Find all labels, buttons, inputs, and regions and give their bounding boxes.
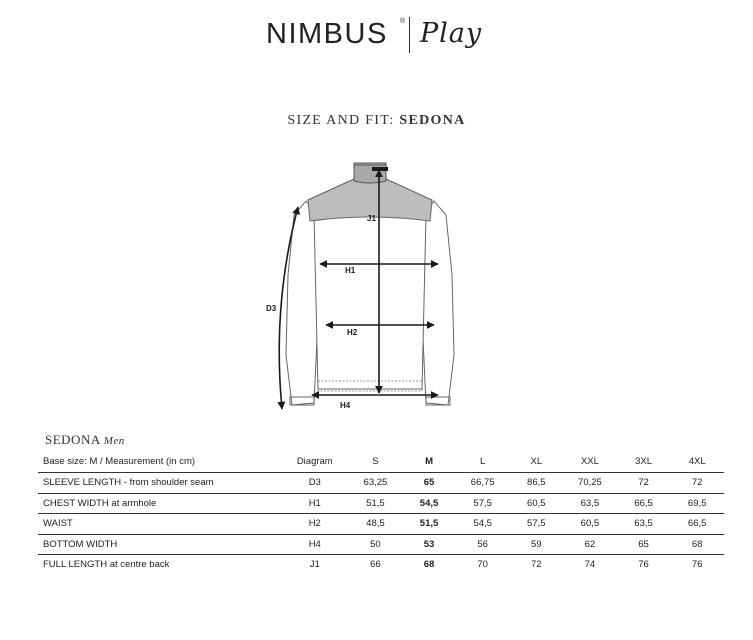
- row-value: 72: [670, 473, 724, 494]
- jacket-collar: [354, 163, 386, 183]
- table-row: [38, 493, 724, 514]
- row-label: SLEEVE LENGTH - from shoulder seam: [38, 473, 281, 494]
- row-value: 56: [456, 534, 510, 555]
- table-row: [38, 555, 724, 575]
- row-value: 57,5: [456, 493, 510, 514]
- row-value: 66,5: [617, 493, 671, 514]
- row-value: 72: [617, 473, 671, 494]
- header-base: Base size: M / Measurement (in cm): [38, 450, 281, 473]
- table-row: [38, 473, 724, 494]
- row-value-base: 68: [423, 559, 435, 571]
- row-value: 66: [370, 559, 381, 571]
- header-size: M: [402, 450, 456, 473]
- row-value-base: 65: [402, 473, 456, 494]
- row-value: 74: [584, 559, 596, 571]
- row-value-base: 51,5: [402, 514, 456, 535]
- row-diagram: H1: [281, 493, 349, 514]
- row-value: 63,5: [563, 493, 617, 514]
- size-table: [38, 450, 724, 575]
- jacket-diagram: [266, 155, 470, 415]
- brand-divider: [409, 17, 410, 53]
- row-value: 63,5: [617, 514, 671, 535]
- row-diagram: D3: [281, 473, 349, 494]
- row-value: 59: [510, 534, 564, 555]
- row-label: WAIST: [38, 514, 281, 535]
- product-name-text: SEDONA: [45, 432, 101, 447]
- row-value-base: 53: [402, 534, 456, 555]
- row-value: 69,5: [670, 493, 724, 514]
- label-j1: J1: [367, 214, 376, 223]
- row-value-base: 54,5: [402, 493, 456, 514]
- row-value: 68: [670, 534, 724, 555]
- row-diagram: H4: [281, 534, 349, 555]
- size-table-header: [38, 450, 724, 473]
- header-size: XXL: [563, 450, 617, 473]
- row-value: 70: [477, 559, 488, 571]
- page-title-product: SEDONA: [399, 113, 466, 128]
- brand-subline: Play: [420, 18, 483, 49]
- page-title: [0, 113, 753, 129]
- row-value: 51,5: [349, 493, 403, 514]
- label-h1: H1: [345, 266, 356, 275]
- row-value: 86,5: [510, 473, 564, 494]
- header-size: XL: [510, 450, 564, 473]
- row-value: 62: [563, 534, 617, 555]
- row-value: 60,5: [563, 514, 617, 535]
- row-value: 76: [638, 559, 649, 571]
- row-label: CHEST WIDTH at armhole: [38, 493, 281, 514]
- row-value: 54,5: [456, 514, 510, 535]
- row-value: 65: [617, 534, 671, 555]
- product-name: [45, 432, 125, 448]
- header-diagram: Diagram: [281, 450, 349, 473]
- row-value: 66,5: [670, 514, 724, 535]
- row-label: BOTTOM WIDTH: [38, 534, 281, 555]
- row-value: 76: [691, 559, 703, 571]
- header-size: S: [349, 450, 403, 473]
- row-value: 70,25: [563, 473, 617, 494]
- row-value: 60,5: [510, 493, 564, 514]
- label-h2: H2: [347, 328, 358, 337]
- page-title-prefix: SIZE AND FIT:: [287, 113, 400, 128]
- header-size: 4XL: [670, 450, 724, 473]
- brand-registered-mark: ®: [400, 18, 406, 25]
- product-gender: Men: [103, 435, 125, 447]
- brand-name: NIMBUS: [266, 18, 388, 50]
- row-diagram: J1: [309, 559, 320, 571]
- header-size: 3XL: [617, 450, 671, 473]
- row-value: 63,25: [349, 473, 403, 494]
- row-value: 72: [531, 559, 542, 571]
- row-value: 48,5: [349, 514, 403, 535]
- row-label: FULL LENGTH at centre back: [43, 559, 170, 571]
- header-size: L: [456, 450, 510, 473]
- row-value: 66,75: [456, 473, 510, 494]
- row-diagram: H2: [281, 514, 349, 535]
- label-d3: D3: [266, 304, 277, 313]
- row-value: 50: [349, 534, 403, 555]
- row-value: 57,5: [510, 514, 564, 535]
- label-h4: H4: [340, 401, 351, 410]
- table-row: [38, 534, 724, 555]
- brand-logo: [0, 12, 753, 52]
- table-row: [38, 514, 724, 535]
